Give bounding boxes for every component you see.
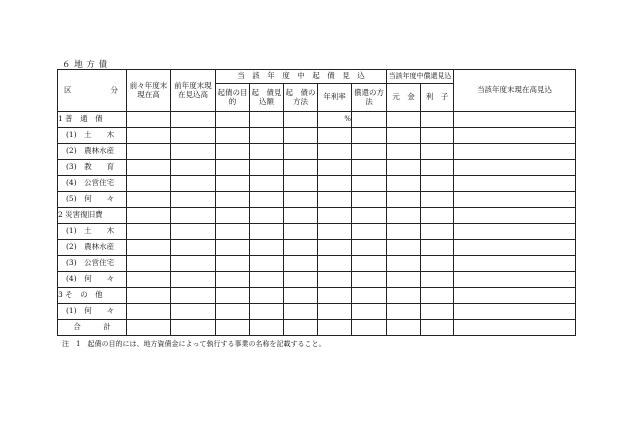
table-cell (454, 272, 576, 288)
table-body (58, 112, 576, 336)
table-cell (352, 176, 387, 192)
table-cell (318, 320, 352, 336)
table-cell (318, 160, 352, 176)
table-cell (352, 144, 387, 160)
row-label: (4) 何 々 (58, 272, 127, 288)
table-cell (421, 224, 454, 240)
table-cell (171, 240, 216, 256)
table-cell (127, 288, 171, 304)
table-cell (421, 272, 454, 288)
table-cell (284, 304, 318, 320)
table-cell (387, 208, 421, 224)
table-cell (171, 256, 216, 272)
table-cell (171, 320, 216, 336)
row-label: (2) 農林水産 (58, 144, 127, 160)
table-cell (127, 208, 171, 224)
table-cell (250, 144, 284, 160)
header-kubun: 区 分 (58, 70, 127, 112)
header-kisai-gaku: 起 債見込額 (250, 84, 284, 112)
table-cell (216, 320, 250, 336)
table-cell (171, 176, 216, 192)
header-matsu: 当該年度末現在高見込 (454, 70, 576, 112)
table-cell (284, 240, 318, 256)
table-cell (318, 192, 352, 208)
table-cell (250, 240, 284, 256)
table-row (58, 112, 576, 128)
row-label: (2) 農林水産 (58, 240, 127, 256)
table-cell (421, 304, 454, 320)
table-cell (387, 128, 421, 144)
row-label: (1) 土 木 (58, 224, 127, 240)
table-cell (454, 176, 576, 192)
table-cell (216, 112, 250, 128)
table-cell (216, 224, 250, 240)
header-nenriritsu: 年利率 (318, 84, 352, 112)
table-cell (421, 288, 454, 304)
local-bond-table (57, 69, 576, 336)
row-label: (1) 何 々 (58, 304, 127, 320)
table-cell (171, 304, 216, 320)
table-cell (454, 144, 576, 160)
table-cell (387, 304, 421, 320)
percent-mark: % (318, 112, 352, 128)
header-kisai-mokuteki: 起債の目 的 (216, 84, 250, 112)
table-cell (318, 128, 352, 144)
table-cell (284, 320, 318, 336)
table-cell (216, 176, 250, 192)
table-cell (216, 208, 250, 224)
table-cell (421, 112, 454, 128)
table-cell (454, 256, 576, 272)
table-cell (318, 208, 352, 224)
table-cell (250, 272, 284, 288)
header-kisai-houhou: 起 債の方法 (284, 84, 318, 112)
table-cell (387, 256, 421, 272)
table-cell (127, 176, 171, 192)
table-cell (387, 160, 421, 176)
table-cell (250, 224, 284, 240)
table-cell (284, 288, 318, 304)
row-label: 1 普 通 債 (58, 112, 127, 128)
table-cell (454, 304, 576, 320)
row-label: (4) 公営住宅 (58, 176, 127, 192)
table-cell (421, 144, 454, 160)
table-cell (250, 288, 284, 304)
table-cell (352, 160, 387, 176)
header-shokan-houhou: 償還の方 法 (352, 84, 387, 112)
table-cell (216, 240, 250, 256)
table-row (58, 320, 576, 336)
table-cell (250, 256, 284, 272)
table-cell (454, 112, 576, 128)
table-row (58, 192, 576, 208)
table-cell (284, 256, 318, 272)
table-cell (352, 320, 387, 336)
table-row (58, 144, 576, 160)
table-cell (352, 256, 387, 272)
table-cell (352, 224, 387, 240)
table-cell (352, 208, 387, 224)
table-cell (352, 304, 387, 320)
table-cell (284, 224, 318, 240)
table-cell (421, 256, 454, 272)
table-cell (250, 160, 284, 176)
table-cell (127, 304, 171, 320)
row-label: 3 そ の 他 (58, 288, 127, 304)
table-cell (352, 112, 387, 128)
table-cell (127, 224, 171, 240)
table-cell (421, 160, 454, 176)
table-cell (284, 192, 318, 208)
table-row (58, 304, 576, 320)
table-cell (171, 272, 216, 288)
table-cell (421, 320, 454, 336)
table-cell (387, 192, 421, 208)
table-cell (421, 128, 454, 144)
table-row (58, 160, 576, 176)
header-rishi: 利 子 (421, 84, 454, 112)
table-cell (318, 144, 352, 160)
table-cell (250, 112, 284, 128)
row-label: (3) 公営住宅 (58, 256, 127, 272)
row-label: 合 計 (58, 320, 127, 336)
table-row (58, 208, 576, 224)
table-cell (318, 224, 352, 240)
table-cell (421, 240, 454, 256)
header-shokan-group: 当該年度中償還見込 (387, 70, 454, 84)
table-cell (387, 320, 421, 336)
table-cell (318, 256, 352, 272)
table-cell (318, 272, 352, 288)
table-cell (171, 224, 216, 240)
table-cell (454, 208, 576, 224)
table-cell (318, 240, 352, 256)
row-label: 2 災害復旧費 (58, 208, 127, 224)
table-row (58, 272, 576, 288)
table-cell (250, 128, 284, 144)
table-cell (284, 208, 318, 224)
table-row (58, 176, 576, 192)
table-cell (216, 192, 250, 208)
table-cell (127, 240, 171, 256)
table-cell (352, 192, 387, 208)
table-cell (352, 240, 387, 256)
table-row (58, 224, 576, 240)
table-cell (171, 160, 216, 176)
header-gankin: 元 金 (387, 84, 421, 112)
row-label: (3) 教 育 (58, 160, 127, 176)
header-zenzen: 前々年度末現在高 (127, 70, 171, 112)
table-cell (216, 288, 250, 304)
table-cell (352, 288, 387, 304)
table-cell (127, 160, 171, 176)
table-cell (352, 272, 387, 288)
table-row (58, 288, 576, 304)
table-cell (284, 272, 318, 288)
table-cell (318, 304, 352, 320)
table-cell (454, 160, 576, 176)
table-cell (387, 240, 421, 256)
table-cell (318, 288, 352, 304)
table-cell (127, 144, 171, 160)
table-cell (171, 112, 216, 128)
table-cell (284, 128, 318, 144)
table-cell (421, 208, 454, 224)
table-cell (284, 112, 318, 128)
table-cell (216, 304, 250, 320)
table-cell (127, 272, 171, 288)
table-cell (171, 128, 216, 144)
table-cell (454, 128, 576, 144)
table-cell (387, 272, 421, 288)
header-kisai-group: 当 該 年 度 中 起 債 見 込 (216, 70, 387, 84)
table-cell (454, 192, 576, 208)
row-label: (1) 土 木 (58, 128, 127, 144)
table-cell (171, 144, 216, 160)
table-cell (352, 128, 387, 144)
table-row (58, 256, 576, 272)
table-cell (421, 176, 454, 192)
table-cell (421, 192, 454, 208)
table-cell (127, 112, 171, 128)
table-row (58, 128, 576, 144)
table-cell (250, 192, 284, 208)
table-cell (454, 240, 576, 256)
footnote: 注 1 起債の目的には、地方資債金によって執行する事業の名称を記載すること。 (62, 340, 326, 348)
table-row (58, 240, 576, 256)
table-cell (454, 224, 576, 240)
table-cell (216, 128, 250, 144)
table-cell (284, 160, 318, 176)
table-cell (387, 112, 421, 128)
table-cell (318, 176, 352, 192)
table-cell (127, 192, 171, 208)
table-cell (454, 288, 576, 304)
table-cell (216, 256, 250, 272)
table-cell (387, 144, 421, 160)
section-title: ６ 地 方 債 (62, 60, 108, 70)
table-cell (250, 176, 284, 192)
table-cell (171, 208, 216, 224)
table-cell (216, 144, 250, 160)
table-cell (387, 224, 421, 240)
table-cell (216, 272, 250, 288)
table-cell (284, 144, 318, 160)
table-cell (250, 320, 284, 336)
header-zen: 前年度末現在見込高 (171, 70, 216, 112)
table-cell (127, 320, 171, 336)
table-cell (127, 256, 171, 272)
table-cell (454, 320, 576, 336)
row-label: (5) 何 々 (58, 192, 127, 208)
table-cell (127, 128, 171, 144)
table-cell (171, 288, 216, 304)
table-cell (250, 208, 284, 224)
table-cell (216, 160, 250, 176)
table-cell (171, 192, 216, 208)
table-cell (250, 304, 284, 320)
table-cell (284, 176, 318, 192)
table-cell (387, 176, 421, 192)
table-cell (387, 288, 421, 304)
